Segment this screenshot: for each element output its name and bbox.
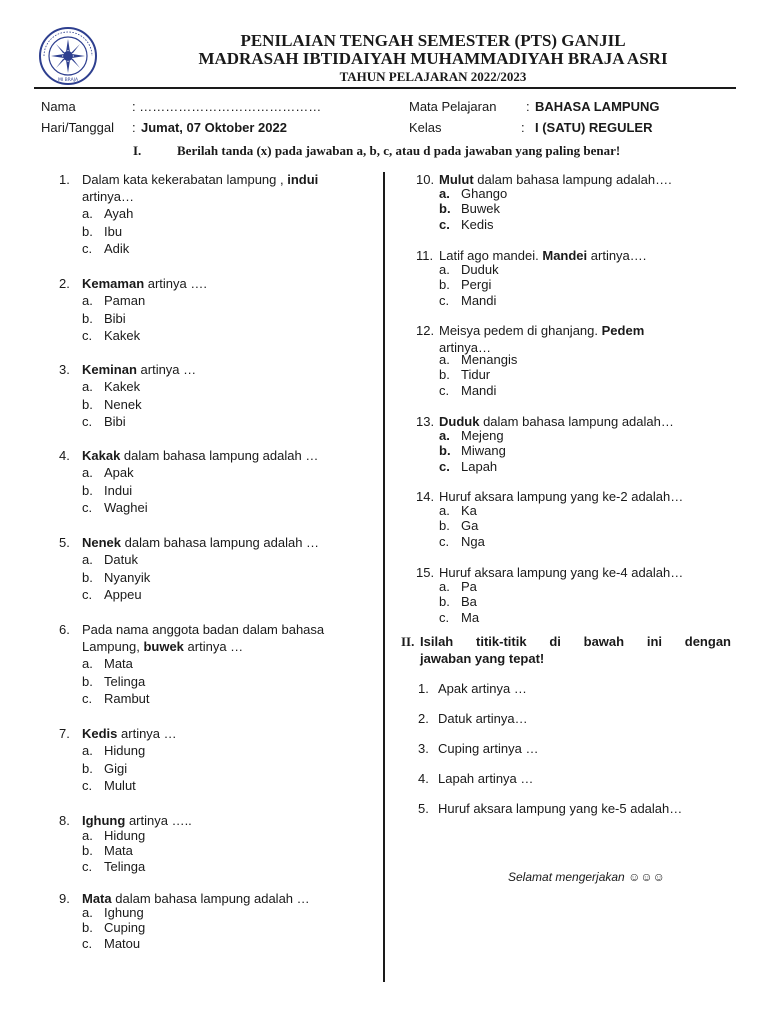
fill-item-number: 1. <box>418 681 429 696</box>
option-letter: c. <box>439 533 450 549</box>
fill-item-text: Apak artinya … <box>438 681 527 696</box>
option-text: Nyanyik <box>104 569 151 585</box>
fill-item[interactable] <box>418 771 533 786</box>
question-number: 2. <box>59 276 70 291</box>
option-text: Miwang <box>461 443 506 459</box>
option-text: Pa <box>461 579 477 594</box>
question-text: dalam bahasa lampung adalah… <box>479 414 674 429</box>
answer-option[interactable] <box>82 413 142 431</box>
fill-item-number: 4. <box>418 771 429 786</box>
question-number: 4. <box>59 448 70 463</box>
section-2-number: II. <box>401 634 415 649</box>
exam-title: PENILAIAN TENGAH SEMESTER (PTS) GANJIL <box>240 31 626 50</box>
option-text: Indui <box>104 482 133 498</box>
option-letter: b. <box>82 396 93 412</box>
school-name: MADRASAH IBTIDAIYAH MUHAMMADIYAH BRAJA ASRI <box>198 49 668 68</box>
question-stem-line <box>82 361 196 378</box>
option-text: Adik <box>104 241 130 256</box>
option-text: Ma <box>461 609 480 625</box>
option-text: Telinga <box>104 858 146 874</box>
option-text: Ka <box>461 503 477 518</box>
nama-label: Nama <box>41 99 76 114</box>
option-letter: b. <box>82 482 93 498</box>
fill-item-text: Lapah artinya … <box>438 771 534 786</box>
question-stem-line <box>82 638 324 655</box>
question-text: dalam bahasa lampung adalah…. <box>473 172 672 187</box>
question-stem <box>82 361 196 378</box>
question-number: 6. <box>59 622 70 637</box>
option-letter: a. <box>82 293 93 308</box>
question-number: 13. <box>416 414 435 429</box>
question-number: 9. <box>59 891 70 906</box>
option-letter: c. <box>439 458 450 474</box>
option-text: Mejeng <box>461 428 504 443</box>
answer-option[interactable] <box>439 277 499 292</box>
hari-label: Hari/Tanggal <box>41 120 114 135</box>
option-text: Gigi <box>104 760 128 776</box>
instruction-word: ini <box>646 634 663 649</box>
question-keyword: Pedem <box>601 323 645 338</box>
option-text: Paman <box>104 293 146 308</box>
answer-options <box>82 378 142 431</box>
question-keyword: Kakak <box>82 448 121 463</box>
question-number: 10. <box>416 172 435 187</box>
option-letter: c. <box>82 587 93 602</box>
option-letter: a. <box>439 352 450 367</box>
answer-option[interactable] <box>439 534 485 549</box>
fill-item-number: 5. <box>418 801 429 816</box>
question-text: dalam bahasa lampung adalah … <box>121 535 320 550</box>
kelas-value: I (SATU) REGULER <box>535 120 653 135</box>
answer-option[interactable] <box>82 760 145 778</box>
question-stem-line: artinya… <box>439 340 492 355</box>
answer-options <box>439 428 506 474</box>
question-number: 5. <box>59 535 70 550</box>
answer-options <box>439 503 485 549</box>
option-letter: c. <box>82 414 93 429</box>
svg-text:MI BRAJA: MI BRAJA <box>57 78 79 83</box>
school-logo <box>38 26 98 86</box>
question-stem-line <box>82 447 318 464</box>
question-text: Huruf aksara lampung yang ke-4 adalah… <box>439 565 684 580</box>
option-text: Hidung <box>104 828 146 843</box>
question-text: artinya…. <box>587 248 647 263</box>
instruction-word: bawah <box>583 634 625 649</box>
option-text: Ighung <box>104 905 144 920</box>
answer-option[interactable] <box>82 655 150 673</box>
question-text: Lampung, <box>82 639 140 654</box>
option-letter: b. <box>82 843 93 859</box>
answer-options <box>439 579 479 625</box>
question-stem <box>82 725 177 742</box>
option-text: Buwek <box>461 201 501 217</box>
answer-option[interactable] <box>82 843 145 858</box>
question-text: Pada nama anggota badan dalam bahasa <box>82 622 325 637</box>
option-letter: b. <box>439 518 450 534</box>
answer-option[interactable] <box>82 569 150 587</box>
question-text: dalam bahasa lampung adalah … <box>111 891 310 906</box>
question-stem-line <box>439 322 644 339</box>
question-stem-line <box>82 534 319 551</box>
answer-option[interactable] <box>439 610 479 625</box>
option-letter: a. <box>439 262 450 277</box>
option-text: Bibi <box>104 414 126 429</box>
option-letter: a. <box>82 828 93 843</box>
section-2-instruction-line2: jawaban yang tepat! <box>420 651 545 666</box>
question-stem <box>82 534 319 551</box>
option-text: Bibi <box>104 310 126 326</box>
answer-option[interactable] <box>439 503 485 518</box>
answer-option[interactable] <box>439 367 517 382</box>
answer-option[interactable] <box>82 223 133 241</box>
question-text: artinya ….. <box>125 813 192 828</box>
question-text: dalam bahasa lampung adalah … <box>120 448 319 463</box>
option-letter: a. <box>439 503 450 518</box>
column-divider <box>383 172 385 982</box>
fill-item-text: Cuping artinya … <box>438 741 539 756</box>
section-1-number: I. <box>133 143 142 158</box>
option-text: Ga <box>461 518 479 534</box>
answer-option[interactable] <box>439 579 479 594</box>
question-stem <box>82 275 207 292</box>
question-stem-line <box>82 812 192 829</box>
mapel-label: Mata Pelajaran <box>409 99 497 114</box>
answer-option[interactable] <box>82 396 142 414</box>
answer-option[interactable] <box>439 262 499 277</box>
answer-options <box>82 828 145 874</box>
option-text: Ibu <box>104 223 123 239</box>
answer-option[interactable] <box>439 594 479 609</box>
option-letter: a. <box>82 465 93 480</box>
kelas-colon: : <box>521 120 525 135</box>
question-keyword: indui <box>287 172 319 187</box>
answer-option[interactable] <box>82 482 148 500</box>
answer-option[interactable] <box>82 905 145 920</box>
question-text: artinya …. <box>144 276 207 291</box>
instruction-word: titik-titik <box>476 634 527 649</box>
option-letter: b. <box>82 310 93 326</box>
question-stem <box>82 447 318 464</box>
question-number: 11. <box>416 248 434 263</box>
option-text: Kakek <box>104 379 141 394</box>
nama-field[interactable]: : …………………………………… <box>132 99 322 114</box>
option-text: Cuping <box>104 920 146 936</box>
question-stem-line <box>82 621 324 638</box>
option-letter: b. <box>439 201 451 217</box>
answer-option[interactable] <box>82 828 145 843</box>
option-text: Appeu <box>104 587 142 602</box>
answer-options <box>439 186 507 232</box>
answer-option[interactable] <box>82 292 145 310</box>
question-keyword: Nenek <box>82 535 122 550</box>
option-letter: a. <box>439 428 450 443</box>
option-text: Mata <box>104 656 133 671</box>
answer-options <box>439 262 499 308</box>
answer-options <box>82 551 150 604</box>
answer-option[interactable] <box>82 673 150 691</box>
option-letter: c. <box>439 609 450 625</box>
answer-options <box>82 464 148 517</box>
question-number: 3. <box>59 362 70 377</box>
fill-item[interactable] <box>418 801 682 816</box>
answer-option[interactable] <box>439 459 506 474</box>
answer-option[interactable] <box>82 464 148 482</box>
instruction-word: di <box>549 634 561 649</box>
option-text: Nga <box>461 533 485 549</box>
option-text: Datuk <box>104 552 138 567</box>
instruction-word: Isilah <box>420 634 454 649</box>
option-text: Ghango <box>461 186 508 201</box>
question-stem-line <box>82 275 207 292</box>
option-text: Mata <box>104 843 133 859</box>
option-text: Mandi <box>461 292 497 308</box>
question-text: artinya … <box>117 726 177 741</box>
answer-option[interactable] <box>82 499 148 517</box>
option-letter: c. <box>439 216 450 232</box>
answer-option[interactable] <box>82 327 145 345</box>
closing-message: Selamat mengerjakan ☺☺☺ <box>508 870 665 884</box>
option-text: Matou <box>104 935 141 951</box>
question-keyword: Kedis <box>82 726 118 741</box>
fill-item-number: 2. <box>418 711 429 726</box>
option-letter: a. <box>82 905 93 920</box>
option-letter: a. <box>439 579 450 594</box>
answer-option[interactable] <box>439 293 499 308</box>
section-1-instruction: Berilah tanda (x) pada jawaban a, b, c, atau d pada jawaban yang paling benar! <box>177 143 621 158</box>
option-letter: b. <box>82 223 93 239</box>
question-number: 7. <box>59 726 70 741</box>
option-letter: a. <box>82 379 93 394</box>
option-text: Ba <box>461 594 477 610</box>
answer-option[interactable] <box>439 186 507 201</box>
instruction-word: dengan <box>684 634 731 649</box>
answer-option[interactable] <box>439 383 517 398</box>
option-letter: a. <box>82 552 93 567</box>
option-letter: a. <box>82 656 93 671</box>
option-text: Pergi <box>461 277 492 293</box>
answer-option[interactable] <box>82 586 150 604</box>
option-text: Kakek <box>104 328 141 343</box>
option-text: Kedis <box>461 216 494 232</box>
option-letter: c. <box>82 241 93 256</box>
answer-option[interactable] <box>82 936 145 951</box>
option-letter: c. <box>439 382 450 398</box>
answer-option[interactable] <box>82 859 145 874</box>
answer-option[interactable] <box>439 518 485 533</box>
option-letter: b. <box>439 443 451 459</box>
option-letter: b. <box>82 673 93 689</box>
kelas-label: Kelas <box>409 120 442 135</box>
mapel-colon: : <box>526 99 530 114</box>
question-number: 14. <box>416 489 435 504</box>
answer-option[interactable] <box>82 240 133 258</box>
option-letter: b. <box>82 569 93 585</box>
question-keyword: Mata <box>82 891 112 906</box>
option-text: Ayah <box>104 206 134 221</box>
option-text: Nenek <box>104 396 142 412</box>
answer-options <box>82 655 150 708</box>
fill-item[interactable] <box>418 711 528 726</box>
fill-item-text: Huruf aksara lampung yang ke-5 adalah… <box>438 801 683 816</box>
answer-option[interactable] <box>82 310 145 328</box>
option-letter: b. <box>82 760 93 776</box>
option-text: Duduk <box>461 262 499 277</box>
answer-option[interactable] <box>82 777 145 795</box>
option-letter: a. <box>82 743 93 758</box>
answer-options <box>82 205 133 258</box>
answer-option[interactable] <box>82 378 142 396</box>
option-letter: c. <box>82 778 93 793</box>
answer-options <box>82 742 145 795</box>
hari-colon: : <box>132 120 136 135</box>
question-stem-line <box>82 171 318 188</box>
question-keyword: Ighung <box>82 813 126 828</box>
answer-option[interactable] <box>82 742 145 760</box>
option-letter: c. <box>82 935 93 951</box>
question-stem <box>439 322 644 356</box>
option-letter: b. <box>439 277 450 293</box>
option-text: Mulut <box>104 778 136 793</box>
option-letter: a. <box>439 186 450 201</box>
option-text: Lapah <box>461 458 498 474</box>
mapel-value: BAHASA LAMPUNG <box>535 99 660 114</box>
option-text: Apak <box>104 465 134 480</box>
question-text: artinya … <box>136 362 197 377</box>
option-letter: c. <box>439 292 450 308</box>
answer-option[interactable] <box>439 428 506 443</box>
question-stem-line <box>82 725 177 742</box>
option-letter: b. <box>82 920 93 936</box>
answer-option[interactable] <box>439 201 507 216</box>
option-letter: c. <box>82 500 93 515</box>
option-text: Mandi <box>461 382 497 398</box>
answer-option[interactable] <box>439 217 507 232</box>
question-stem-line: artinya… <box>82 189 135 204</box>
answer-option[interactable] <box>82 551 150 569</box>
answer-option[interactable] <box>82 920 145 935</box>
question-keyword: Keminan <box>82 362 137 377</box>
answer-option[interactable] <box>82 205 133 223</box>
option-letter: a. <box>82 206 93 221</box>
option-letter: c. <box>82 328 93 343</box>
answer-option[interactable] <box>82 690 150 708</box>
question-stem <box>82 171 318 205</box>
question-text: Meisya pedem di ghanjang. <box>439 323 598 338</box>
question-text: Latif ago mandei. <box>439 248 539 263</box>
question-number: 15. <box>416 565 435 580</box>
question-number: 1. <box>59 172 70 187</box>
question-number: 8. <box>59 813 70 828</box>
option-text: Menangis <box>461 352 518 367</box>
option-text: Tidur <box>461 367 491 383</box>
question-keyword: Mulut <box>439 172 474 187</box>
hari-value: Jumat, 07 Oktober 2022 <box>141 120 287 135</box>
option-letter: b. <box>439 367 450 383</box>
question-stem <box>82 812 192 829</box>
academic-year: TAHUN PELAJARAN 2022/2023 <box>339 69 527 84</box>
option-text: Rambut <box>104 691 150 706</box>
question-keyword: Kemaman <box>82 276 145 291</box>
question-keyword: buwek <box>143 639 184 654</box>
fill-item[interactable] <box>418 681 527 696</box>
question-number: 12. <box>416 323 435 338</box>
answer-option[interactable] <box>439 443 506 458</box>
answer-options <box>82 292 145 345</box>
fill-item[interactable] <box>418 741 538 756</box>
section-2-instruction-line1 <box>420 634 731 649</box>
answer-options <box>82 905 145 951</box>
question-text: Huruf aksara lampung yang ke-2 adalah… <box>439 489 684 504</box>
question-text: Dalam kata kekerabatan lampung , <box>82 172 284 187</box>
fill-item-number: 3. <box>418 741 429 756</box>
question-text: artinya … <box>183 639 244 654</box>
option-letter: c. <box>82 691 93 706</box>
option-letter: c. <box>82 858 93 874</box>
header-rule <box>34 87 736 89</box>
option-letter: b. <box>439 594 450 610</box>
answer-options <box>439 352 517 398</box>
fill-item-text: Datuk artinya… <box>438 711 528 726</box>
question-keyword: Mandei <box>542 248 588 263</box>
question-keyword: Duduk <box>439 414 480 429</box>
option-text: Hidung <box>104 743 146 758</box>
answer-option[interactable] <box>439 352 517 367</box>
question-stem <box>82 621 324 655</box>
option-text: Waghei <box>104 500 148 515</box>
option-text: Telinga <box>104 673 146 689</box>
